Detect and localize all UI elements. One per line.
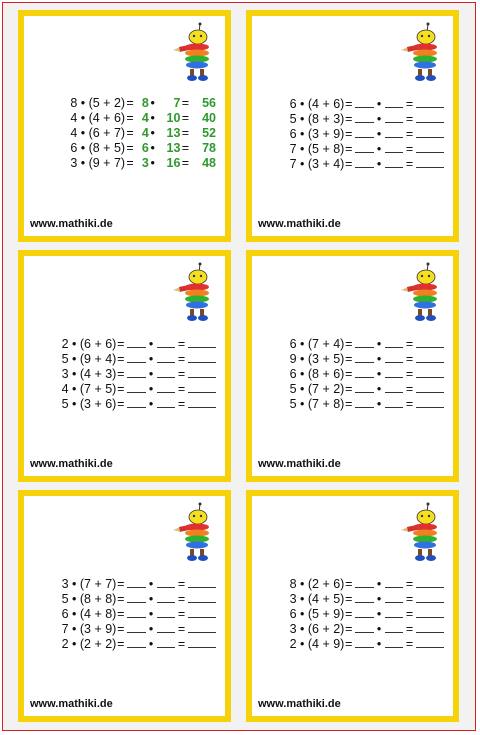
answer-blank-second[interactable] — [385, 591, 403, 603]
answer-blank-product[interactable] — [416, 351, 444, 363]
equals-sign: = — [117, 337, 125, 351]
equals-sign: = — [345, 607, 353, 621]
problem-row — [46, 351, 216, 366]
answer-blank-second[interactable] — [157, 606, 175, 618]
problem-expression: 2 • (6 + 6) — [61, 337, 117, 351]
answer-blank-product[interactable] — [188, 621, 216, 633]
equals-sign: = — [345, 112, 353, 126]
equals-sign: = — [345, 592, 353, 606]
answer-blank-first[interactable] — [355, 606, 373, 618]
answer-blank-second[interactable] — [385, 606, 403, 618]
times-dot: • — [376, 622, 382, 636]
equals-sign: = — [117, 637, 125, 651]
answer-blank-product[interactable] — [188, 336, 216, 348]
website-footer: www.mathiki.de — [30, 218, 113, 230]
equals-sign: = — [345, 637, 353, 651]
times-dot: • — [148, 577, 154, 591]
answer-blank-first[interactable] — [127, 591, 145, 603]
answer-blank-first[interactable] — [355, 126, 373, 138]
times-dot: • — [376, 607, 382, 621]
equals-sign: = — [345, 97, 353, 111]
answer-blank-product[interactable] — [416, 126, 444, 138]
equals-sign: = — [117, 397, 125, 411]
times-dot: • — [148, 637, 154, 651]
problem-row — [274, 636, 444, 651]
problem-row — [274, 591, 444, 606]
answer-blank-second[interactable] — [157, 576, 175, 588]
answer-blank-second[interactable] — [385, 96, 403, 108]
answer-blank-first[interactable] — [355, 141, 373, 153]
times-dot: • — [148, 397, 154, 411]
pencil-mascot-icon — [401, 22, 445, 82]
problem-row — [274, 366, 444, 381]
problem-expression: 4 • (7 + 5) — [61, 382, 117, 396]
problem-row — [46, 141, 216, 156]
problem-expression: 2 • (4 + 9) — [289, 637, 345, 651]
answer-blank-product[interactable] — [416, 366, 444, 378]
equals-sign: = — [177, 352, 186, 366]
answer-second-factor: 16 — [166, 156, 181, 170]
problem-expression: 6 • (4 + 8) — [61, 607, 117, 621]
equals-sign: = — [177, 367, 186, 381]
answer-blank-product[interactable] — [416, 591, 444, 603]
answer-first-factor: 8 — [141, 96, 149, 110]
exercise-card-4 — [246, 250, 459, 482]
website-footer: www.mathiki.de — [30, 698, 113, 710]
answer-blank-first[interactable] — [127, 636, 145, 648]
website-footer: www.mathiki.de — [258, 218, 341, 230]
problem-list — [274, 336, 444, 411]
answer-blank-first[interactable] — [355, 591, 373, 603]
answer-blank-second[interactable] — [385, 576, 403, 588]
answer-blank-first[interactable] — [127, 351, 145, 363]
answer-blank-second[interactable] — [157, 621, 175, 633]
answer-blank-product[interactable] — [416, 621, 444, 633]
problem-expression: 7 • (3 + 9) — [61, 622, 117, 636]
equals-sign: = — [177, 337, 186, 351]
problem-expression: 6 • (8 + 6) — [289, 367, 345, 381]
answer-blank-first[interactable] — [355, 96, 373, 108]
answer-blank-first[interactable] — [355, 111, 373, 123]
problem-row — [274, 141, 444, 156]
times-dot: • — [376, 397, 382, 411]
problem-row — [46, 636, 216, 651]
answer-blank-second[interactable] — [157, 636, 175, 648]
answer-blank-first[interactable] — [355, 381, 373, 393]
equals-sign: = — [405, 142, 414, 156]
problem-list — [46, 96, 216, 171]
problem-expression: 8 • (2 + 6) — [289, 577, 345, 591]
answer-blank-product[interactable] — [416, 381, 444, 393]
equals-sign: = — [117, 352, 125, 366]
pencil-mascot-icon — [173, 262, 217, 322]
equals-sign: = — [181, 126, 190, 140]
answer-blank-first[interactable] — [355, 396, 373, 408]
answer-blank-first[interactable] — [355, 156, 373, 168]
answer-blank-product[interactable] — [416, 606, 444, 618]
problem-row — [46, 111, 216, 126]
answer-blank-second[interactable] — [157, 366, 175, 378]
equals-sign: = — [117, 622, 125, 636]
answer-blank-product[interactable] — [188, 576, 216, 588]
problem-row — [46, 591, 216, 606]
answer-blank-second[interactable] — [385, 636, 403, 648]
equals-sign: = — [345, 142, 353, 156]
equals-sign: = — [405, 367, 414, 381]
equals-sign: = — [345, 397, 353, 411]
website-footer: www.mathiki.de — [258, 458, 341, 470]
equals-sign: = — [405, 382, 414, 396]
problem-row — [274, 396, 444, 411]
answer-blank-product[interactable] — [188, 381, 216, 393]
times-dot: • — [376, 382, 382, 396]
answer-blank-second[interactable] — [385, 366, 403, 378]
answer-first-factor: 4 — [141, 111, 149, 125]
equals-sign: = — [126, 141, 134, 155]
answer-first-factor: 6 — [141, 141, 149, 155]
problem-row — [46, 381, 216, 396]
equals-sign: = — [405, 112, 414, 126]
answer-blank-second[interactable] — [385, 351, 403, 363]
problem-expression: 4 • (4 + 6) — [70, 111, 126, 125]
answer-blank-second[interactable] — [385, 111, 403, 123]
times-dot: • — [376, 637, 382, 651]
times-dot: • — [376, 337, 382, 351]
pencil-mascot-icon — [401, 502, 445, 562]
problem-row — [46, 126, 216, 141]
answer-blank-product[interactable] — [188, 351, 216, 363]
problem-expression: 6 • (4 + 6) — [289, 97, 345, 111]
exercise-card-5 — [18, 490, 231, 722]
equals-sign: = — [405, 592, 414, 606]
times-dot: • — [148, 382, 154, 396]
problem-row — [274, 111, 444, 126]
website-footer: www.mathiki.de — [258, 698, 341, 710]
times-dot: • — [148, 337, 154, 351]
times-dot: • — [376, 577, 382, 591]
problem-expression: 6 • (7 + 4) — [289, 337, 345, 351]
equals-sign: = — [177, 592, 186, 606]
answer-blank-first[interactable] — [355, 336, 373, 348]
answer-second-factor: 10 — [166, 111, 181, 125]
answer-blank-product[interactable] — [416, 336, 444, 348]
answer-blank-second[interactable] — [157, 591, 175, 603]
answer-blank-product[interactable] — [416, 156, 444, 168]
problem-expression: 3 • (6 + 2) — [289, 622, 345, 636]
answer-blank-second[interactable] — [157, 336, 175, 348]
answer-blank-product[interactable] — [416, 96, 444, 108]
times-dot: • — [376, 157, 382, 171]
answer-blank-product[interactable] — [416, 636, 444, 648]
exercise-card-2 — [246, 10, 459, 242]
equals-sign: = — [177, 637, 186, 651]
times-dot: • — [376, 112, 382, 126]
problem-expression: 5 • (8 + 3) — [289, 112, 345, 126]
times-dot: • — [376, 592, 382, 606]
problem-list — [46, 336, 216, 411]
times-dot: • — [376, 97, 382, 111]
problem-row — [274, 576, 444, 591]
problem-expression: 6 • (5 + 9) — [289, 607, 345, 621]
answer-product: 56 — [202, 96, 217, 110]
problem-expression: 9 • (3 + 5) — [289, 352, 345, 366]
problem-row — [274, 381, 444, 396]
answer-blank-first[interactable] — [127, 366, 145, 378]
answer-blank-product[interactable] — [188, 366, 216, 378]
problem-row — [274, 126, 444, 141]
problem-row — [274, 351, 444, 366]
exercise-card-3 — [18, 250, 231, 482]
equals-sign: = — [345, 577, 353, 591]
equals-sign: = — [405, 622, 414, 636]
answer-blank-first[interactable] — [355, 576, 373, 588]
answer-blank-product[interactable] — [416, 111, 444, 123]
problem-row — [274, 606, 444, 621]
answer-blank-first[interactable] — [127, 396, 145, 408]
answer-blank-product[interactable] — [188, 636, 216, 648]
equals-sign: = — [177, 382, 186, 396]
pencil-mascot-icon — [173, 502, 217, 562]
equals-sign: = — [126, 111, 134, 125]
equals-sign: = — [126, 156, 134, 170]
answer-blank-second[interactable] — [385, 126, 403, 138]
times-dot: • — [150, 111, 155, 125]
answer-blank-product[interactable] — [416, 576, 444, 588]
equals-sign: = — [181, 156, 190, 170]
problem-row — [46, 606, 216, 621]
equals-sign: = — [181, 141, 190, 155]
answer-blank-first[interactable] — [355, 636, 373, 648]
problem-expression: 5 • (9 + 4) — [61, 352, 117, 366]
equals-sign: = — [345, 382, 353, 396]
equals-sign: = — [405, 637, 414, 651]
problem-list — [274, 576, 444, 651]
answer-second-factor: 13 — [166, 126, 181, 140]
answer-blank-product[interactable] — [416, 396, 444, 408]
equals-sign: = — [345, 622, 353, 636]
times-dot: • — [150, 156, 155, 170]
problem-row — [46, 336, 216, 351]
problem-expression: 5 • (8 + 8) — [61, 592, 117, 606]
times-dot: • — [150, 96, 155, 110]
answer-blank-first[interactable] — [355, 366, 373, 378]
equals-sign: = — [345, 367, 353, 381]
problem-list — [46, 576, 216, 651]
answer-blank-second[interactable] — [157, 396, 175, 408]
equals-sign: = — [345, 352, 353, 366]
answer-blank-product[interactable] — [188, 396, 216, 408]
times-dot: • — [148, 607, 154, 621]
problem-expression: 6 • (3 + 9) — [289, 127, 345, 141]
pencil-mascot-icon — [173, 22, 217, 82]
problem-row — [274, 336, 444, 351]
times-dot: • — [376, 142, 382, 156]
problem-row — [46, 366, 216, 381]
problem-expression: 7 • (3 + 4) — [289, 157, 345, 171]
problem-expression: 7 • (5 + 8) — [289, 142, 345, 156]
problem-expression: 6 • (8 + 5) — [70, 141, 126, 155]
problem-expression: 3 • (4 + 3) — [61, 367, 117, 381]
answer-blank-second[interactable] — [385, 141, 403, 153]
equals-sign: = — [405, 127, 414, 141]
equals-sign: = — [405, 157, 414, 171]
website-footer: www.mathiki.de — [30, 458, 113, 470]
equals-sign: = — [405, 97, 414, 111]
times-dot: • — [150, 126, 155, 140]
answer-blank-first[interactable] — [355, 351, 373, 363]
answer-product: 52 — [202, 126, 217, 140]
answer-blank-first[interactable] — [127, 606, 145, 618]
answer-blank-first[interactable] — [355, 621, 373, 633]
times-dot: • — [148, 622, 154, 636]
answer-first-factor: 4 — [141, 126, 149, 140]
exercise-card-1 — [18, 10, 231, 242]
equals-sign: = — [177, 607, 186, 621]
times-dot: • — [376, 127, 382, 141]
problem-row — [46, 96, 216, 111]
answer-blank-second[interactable] — [157, 351, 175, 363]
equals-sign: = — [405, 607, 414, 621]
times-dot: • — [148, 592, 154, 606]
times-dot: • — [150, 141, 155, 155]
answer-blank-second[interactable] — [385, 621, 403, 633]
answer-product: 78 — [202, 141, 217, 155]
problem-expression: 3 • (4 + 5) — [289, 592, 345, 606]
problem-expression: 8 • (5 + 2) — [70, 96, 126, 110]
answer-first-factor: 3 — [141, 156, 149, 170]
equals-sign: = — [117, 607, 125, 621]
answer-blank-second[interactable] — [385, 381, 403, 393]
answer-product: 40 — [202, 111, 217, 125]
answer-blank-product[interactable] — [416, 141, 444, 153]
equals-sign: = — [117, 577, 125, 591]
problem-row — [274, 96, 444, 111]
equals-sign: = — [177, 622, 186, 636]
equals-sign: = — [181, 111, 190, 125]
times-dot: • — [376, 352, 382, 366]
problem-row — [46, 576, 216, 591]
equals-sign: = — [117, 382, 125, 396]
problem-row — [46, 156, 216, 171]
equals-sign: = — [345, 127, 353, 141]
problem-row — [46, 621, 216, 636]
answer-blank-second[interactable] — [157, 381, 175, 393]
answer-blank-first[interactable] — [127, 381, 145, 393]
answer-blank-second[interactable] — [385, 396, 403, 408]
equals-sign: = — [126, 126, 134, 140]
answer-blank-product[interactable] — [188, 591, 216, 603]
equals-sign: = — [177, 397, 186, 411]
problem-expression: 5 • (3 + 6) — [61, 397, 117, 411]
equals-sign: = — [405, 397, 414, 411]
answer-blank-first[interactable] — [127, 336, 145, 348]
answer-second-factor: 13 — [166, 141, 181, 155]
equals-sign: = — [345, 157, 353, 171]
equals-sign: = — [405, 577, 414, 591]
problem-expression: 5 • (7 + 8) — [289, 397, 345, 411]
problem-row — [274, 156, 444, 171]
exercise-card-6 — [246, 490, 459, 722]
answer-blank-second[interactable] — [385, 156, 403, 168]
problem-row — [46, 396, 216, 411]
equals-sign: = — [117, 367, 125, 381]
problem-expression: 5 • (7 + 2) — [289, 382, 345, 396]
answer-blank-first[interactable] — [127, 576, 145, 588]
times-dot: • — [148, 367, 154, 381]
equals-sign: = — [345, 337, 353, 351]
equals-sign: = — [181, 96, 190, 110]
times-dot: • — [376, 367, 382, 381]
problem-list — [274, 96, 444, 171]
equals-sign: = — [117, 592, 125, 606]
problem-expression: 4 • (6 + 7) — [70, 126, 126, 140]
problem-expression: 3 • (9 + 7) — [70, 156, 126, 170]
problem-row — [274, 621, 444, 636]
answer-second-factor: 7 — [173, 96, 181, 110]
equals-sign: = — [405, 352, 414, 366]
problem-expression: 2 • (2 + 2) — [61, 637, 117, 651]
answer-blank-first[interactable] — [127, 621, 145, 633]
equals-sign: = — [126, 96, 134, 110]
times-dot: • — [148, 352, 154, 366]
answer-blank-product[interactable] — [188, 606, 216, 618]
answer-blank-second[interactable] — [385, 336, 403, 348]
equals-sign: = — [405, 337, 414, 351]
problem-expression: 3 • (7 + 7) — [61, 577, 117, 591]
equals-sign: = — [177, 577, 186, 591]
answer-product: 48 — [202, 156, 217, 170]
pencil-mascot-icon — [401, 262, 445, 322]
